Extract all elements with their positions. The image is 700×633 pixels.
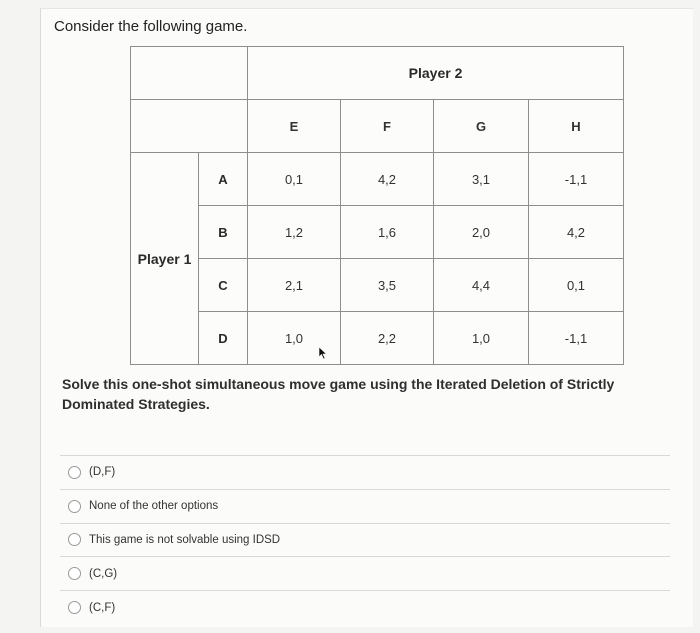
radio-button-icon[interactable] <box>68 567 81 580</box>
column-header-f: F <box>341 100 434 153</box>
payoff-cell: 1,2 <box>248 206 341 259</box>
option-label: (D,F) <box>89 466 116 479</box>
option-label: (C,F) <box>89 601 116 614</box>
payoff-cell: 4,2 <box>341 153 434 206</box>
payoff-cell: 1,0 <box>248 312 341 365</box>
matrix-corner-lower <box>131 100 248 153</box>
question-instructions: Solve this one-shot simultaneous move game using the Iterated Deletion of Strictly Dominated Strategies. <box>62 376 615 412</box>
payoff-cell: 4,4 <box>434 259 529 312</box>
option-label: This game is not solvable using IDSD <box>89 533 281 546</box>
option-d-f[interactable] <box>60 455 670 489</box>
option-c-g[interactable] <box>60 556 670 590</box>
payoff-cell: 0,1 <box>248 153 341 206</box>
player2-label: Player 2 <box>248 47 624 100</box>
option-c-f[interactable] <box>60 590 670 624</box>
radio-button-icon[interactable] <box>68 466 81 479</box>
option-label: (C,G) <box>89 567 118 580</box>
payoff-cell: 1,6 <box>341 206 434 259</box>
matrix-corner <box>131 47 248 100</box>
row-header-b: B <box>199 206 248 259</box>
option-label: None of the other options <box>89 500 219 513</box>
payoff-cell: -1,1 <box>529 312 624 365</box>
payoff-cell: 3,5 <box>341 259 434 312</box>
payoff-cell: 0,1 <box>529 259 624 312</box>
payoff-cell: 2,2 <box>341 312 434 365</box>
column-header-e: E <box>248 100 341 153</box>
column-header-g: G <box>434 100 529 153</box>
question-title: Consider the following game. <box>54 18 248 35</box>
column-header-h: H <box>529 100 624 153</box>
option-none-of-the-other-options[interactable] <box>60 489 670 523</box>
payoff-cell: 4,2 <box>529 206 624 259</box>
option-not-solvable[interactable] <box>60 523 670 557</box>
row-header-c: C <box>199 259 248 312</box>
payoff-cell: 2,1 <box>248 259 341 312</box>
radio-button-icon[interactable] <box>68 533 81 546</box>
payoff-cell: 2,0 <box>434 206 529 259</box>
payoff-matrix <box>130 46 624 365</box>
answer-options <box>60 455 670 624</box>
row-header-d: D <box>199 312 248 365</box>
payoff-cell: -1,1 <box>529 153 624 206</box>
mouse-cursor-icon <box>318 346 328 360</box>
radio-button-icon[interactable] <box>68 500 81 513</box>
player1-label: Player 1 <box>131 153 199 365</box>
row-header-a: A <box>199 153 248 206</box>
payoff-cell: 1,0 <box>434 312 529 365</box>
payoff-cell: 3,1 <box>434 153 529 206</box>
radio-button-icon[interactable] <box>68 601 81 614</box>
